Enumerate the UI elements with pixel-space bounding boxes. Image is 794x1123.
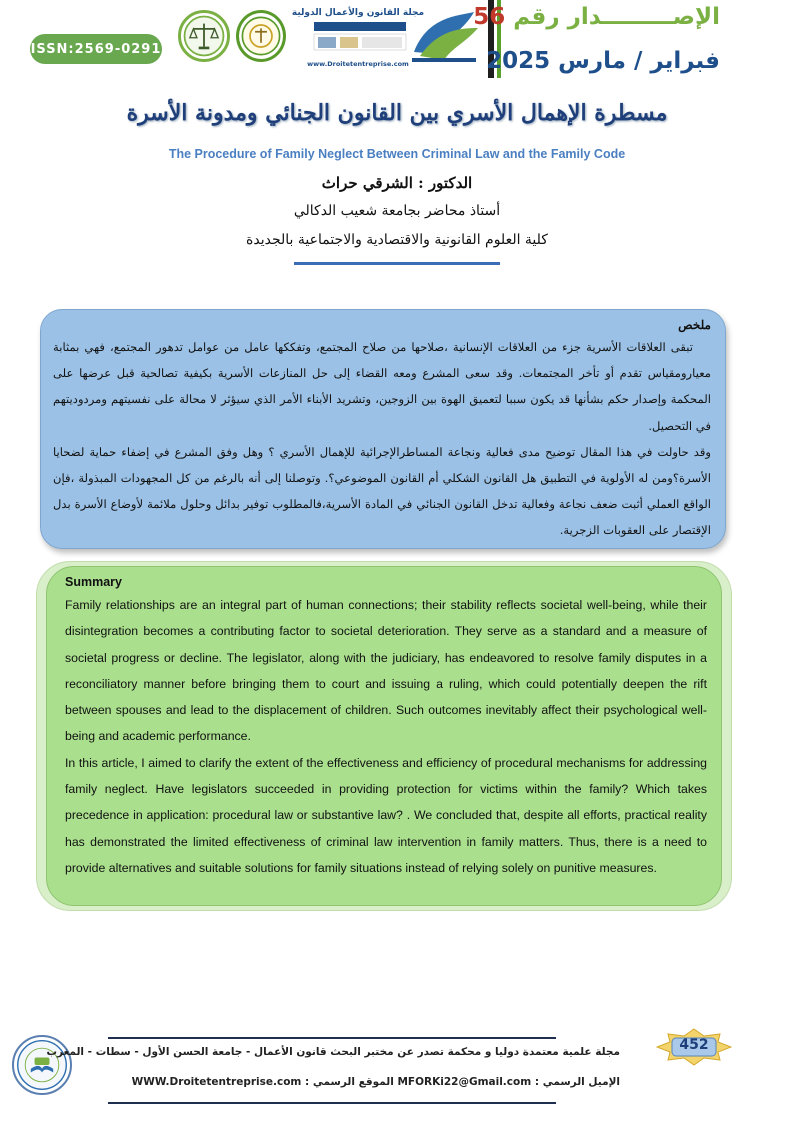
author-position: أستاذ محاضر بجامعة شعيب الدكالي <box>293 203 501 219</box>
footer-email[interactable]: MFORKi22@Gmail.com <box>397 1076 532 1088</box>
english-summary-heading: Summary <box>65 575 122 589</box>
issue-date: فبراير / مارس 2025 <box>486 48 720 74</box>
footer-journal-description: مجلة علمية معتمدة دوليا و محكمة تصدر عن مختبر البحث قانون الأعمال - جامعة الحسن الأول - سطات - المغرب <box>46 1046 620 1058</box>
issn-badge: ISSN:2569-0291 <box>30 34 162 64</box>
footer-seal-logo <box>12 1035 72 1095</box>
issue-label: الإصـــــــــدار رقم <box>513 4 720 30</box>
research-lab-logo <box>178 10 230 62</box>
arabic-abstract-heading: ملخص <box>678 318 711 332</box>
english-summary-paragraph-1: Family relationships are an integral part of human connections; their stability reflects societal well-being, while their disintegration becomes a contributing factor to societal deterioration. They serve as a standard and a measure of societal progress or decline. The legislator, along with the judiciary, has endeavored to resolve family disputes in a reconciliatory manner before bringing them to court and issuing a ruling, which could potentially deepen the rift between spouses and lead to the displacement of children. Such outcomes inevitably affect their psychological well-being and academic performance. <box>65 598 707 744</box>
author-faculty: كلية العلوم القانونية والاقتصادية والاجتماعية بالجديدة <box>246 232 548 248</box>
footer-website-link[interactable]: WWW.Droitetentreprise.com <box>131 1076 302 1088</box>
journal-seal-logo <box>236 10 286 62</box>
author-name: الدكتور : الشرقي حراث <box>321 174 473 192</box>
arabic-abstract-paragraph-2: وقد حاولت في هذا المقال توضيح مدى فعالية ونجاعة المساطرالإجرائية للإهمال الأسري ؟ وهل وفق المشرع في إضفاء حماية لضحايا الأسرة؟ومن له الأولوية في التطبيق هل القانون الشكلي أم القانون الموضوعي؟. وتوصلنا إلى أنه بالرغم من كل المجهودات المبذولة ،فإن الواقع العملي أثبت ضعف نجاعة وفعالية تدخل القانون الجنائي في المادة الأسرية،فالمطلوب توفير بدائل وحلول ملائمة لأوضاع الأسرة بدل الإقتصار على العقوبات الزجرية. <box>53 444 711 538</box>
title-divider <box>294 262 500 265</box>
english-summary-box <box>46 566 722 906</box>
seal-icon <box>239 13 283 59</box>
footer-site-label: الموقع الرسمي : <box>305 1076 394 1088</box>
issue-heading <box>473 4 720 40</box>
article-title-english: The Procedure of Family Neglect Between Criminal Law and the Family Code <box>168 147 626 161</box>
english-summary-paragraph-2: In this article, I aimed to clarify the extent of the effectiveness and efficiency of procedural mechanisms for addressing family neglect. Have legislators succeeded in providing protection for victims within the family? Which takes precedence in application: procedural law or substantive law? . We concluded that, despite all efforts, practical reality has demonstrated the limited effectiveness of criminal law intervention in family matters. Thus, there is a need to provide alternatives and suitable solutions for family situations instead of relying solely on punitive measures. <box>65 755 707 875</box>
page-number: 452 <box>679 1037 709 1053</box>
scales-of-justice-icon <box>181 13 227 59</box>
arabic-abstract-box <box>40 309 726 549</box>
footer-email-label: الإميل الرسمي : <box>534 1076 620 1088</box>
article-title-arabic: مسطرة الإهمال الأسري بين القانون الجنائي ومدونة الأسرة <box>126 100 668 126</box>
journal-title: مجلة القانون والأعمال الدولية <box>291 8 425 18</box>
footer-contact-line <box>100 1076 620 1088</box>
issue-number: 56 <box>473 4 506 30</box>
arabic-abstract-paragraph-1: تبقى العلاقات الأسرية جزء من العلاقات الإنسانية ،صلاحها من صلاح المجتمع، وتفككها عامل من عوامل تدهور المجتمع، فهي بمثابة معيارومقياس تقدم أو تأخر المجتمعات. وقد سعى المشرع ومعه القضاء إلى حل المنازعات الأسرية بكيفية تصالحية قبل عرضها على المحكمة وإصدار حكم بشأنها قد يكون سببا لتعميق الهوة بين الزوجين، وتشريد الأبناء الأمر الذي سيؤثر لا محالة على نفسيتهم ومردوديتهم في التحصيل. <box>53 340 711 433</box>
footer-top-rule <box>108 1037 556 1039</box>
journal-website: www.Droitetentreprise.com <box>307 60 409 68</box>
footer-bottom-rule <box>108 1102 556 1104</box>
